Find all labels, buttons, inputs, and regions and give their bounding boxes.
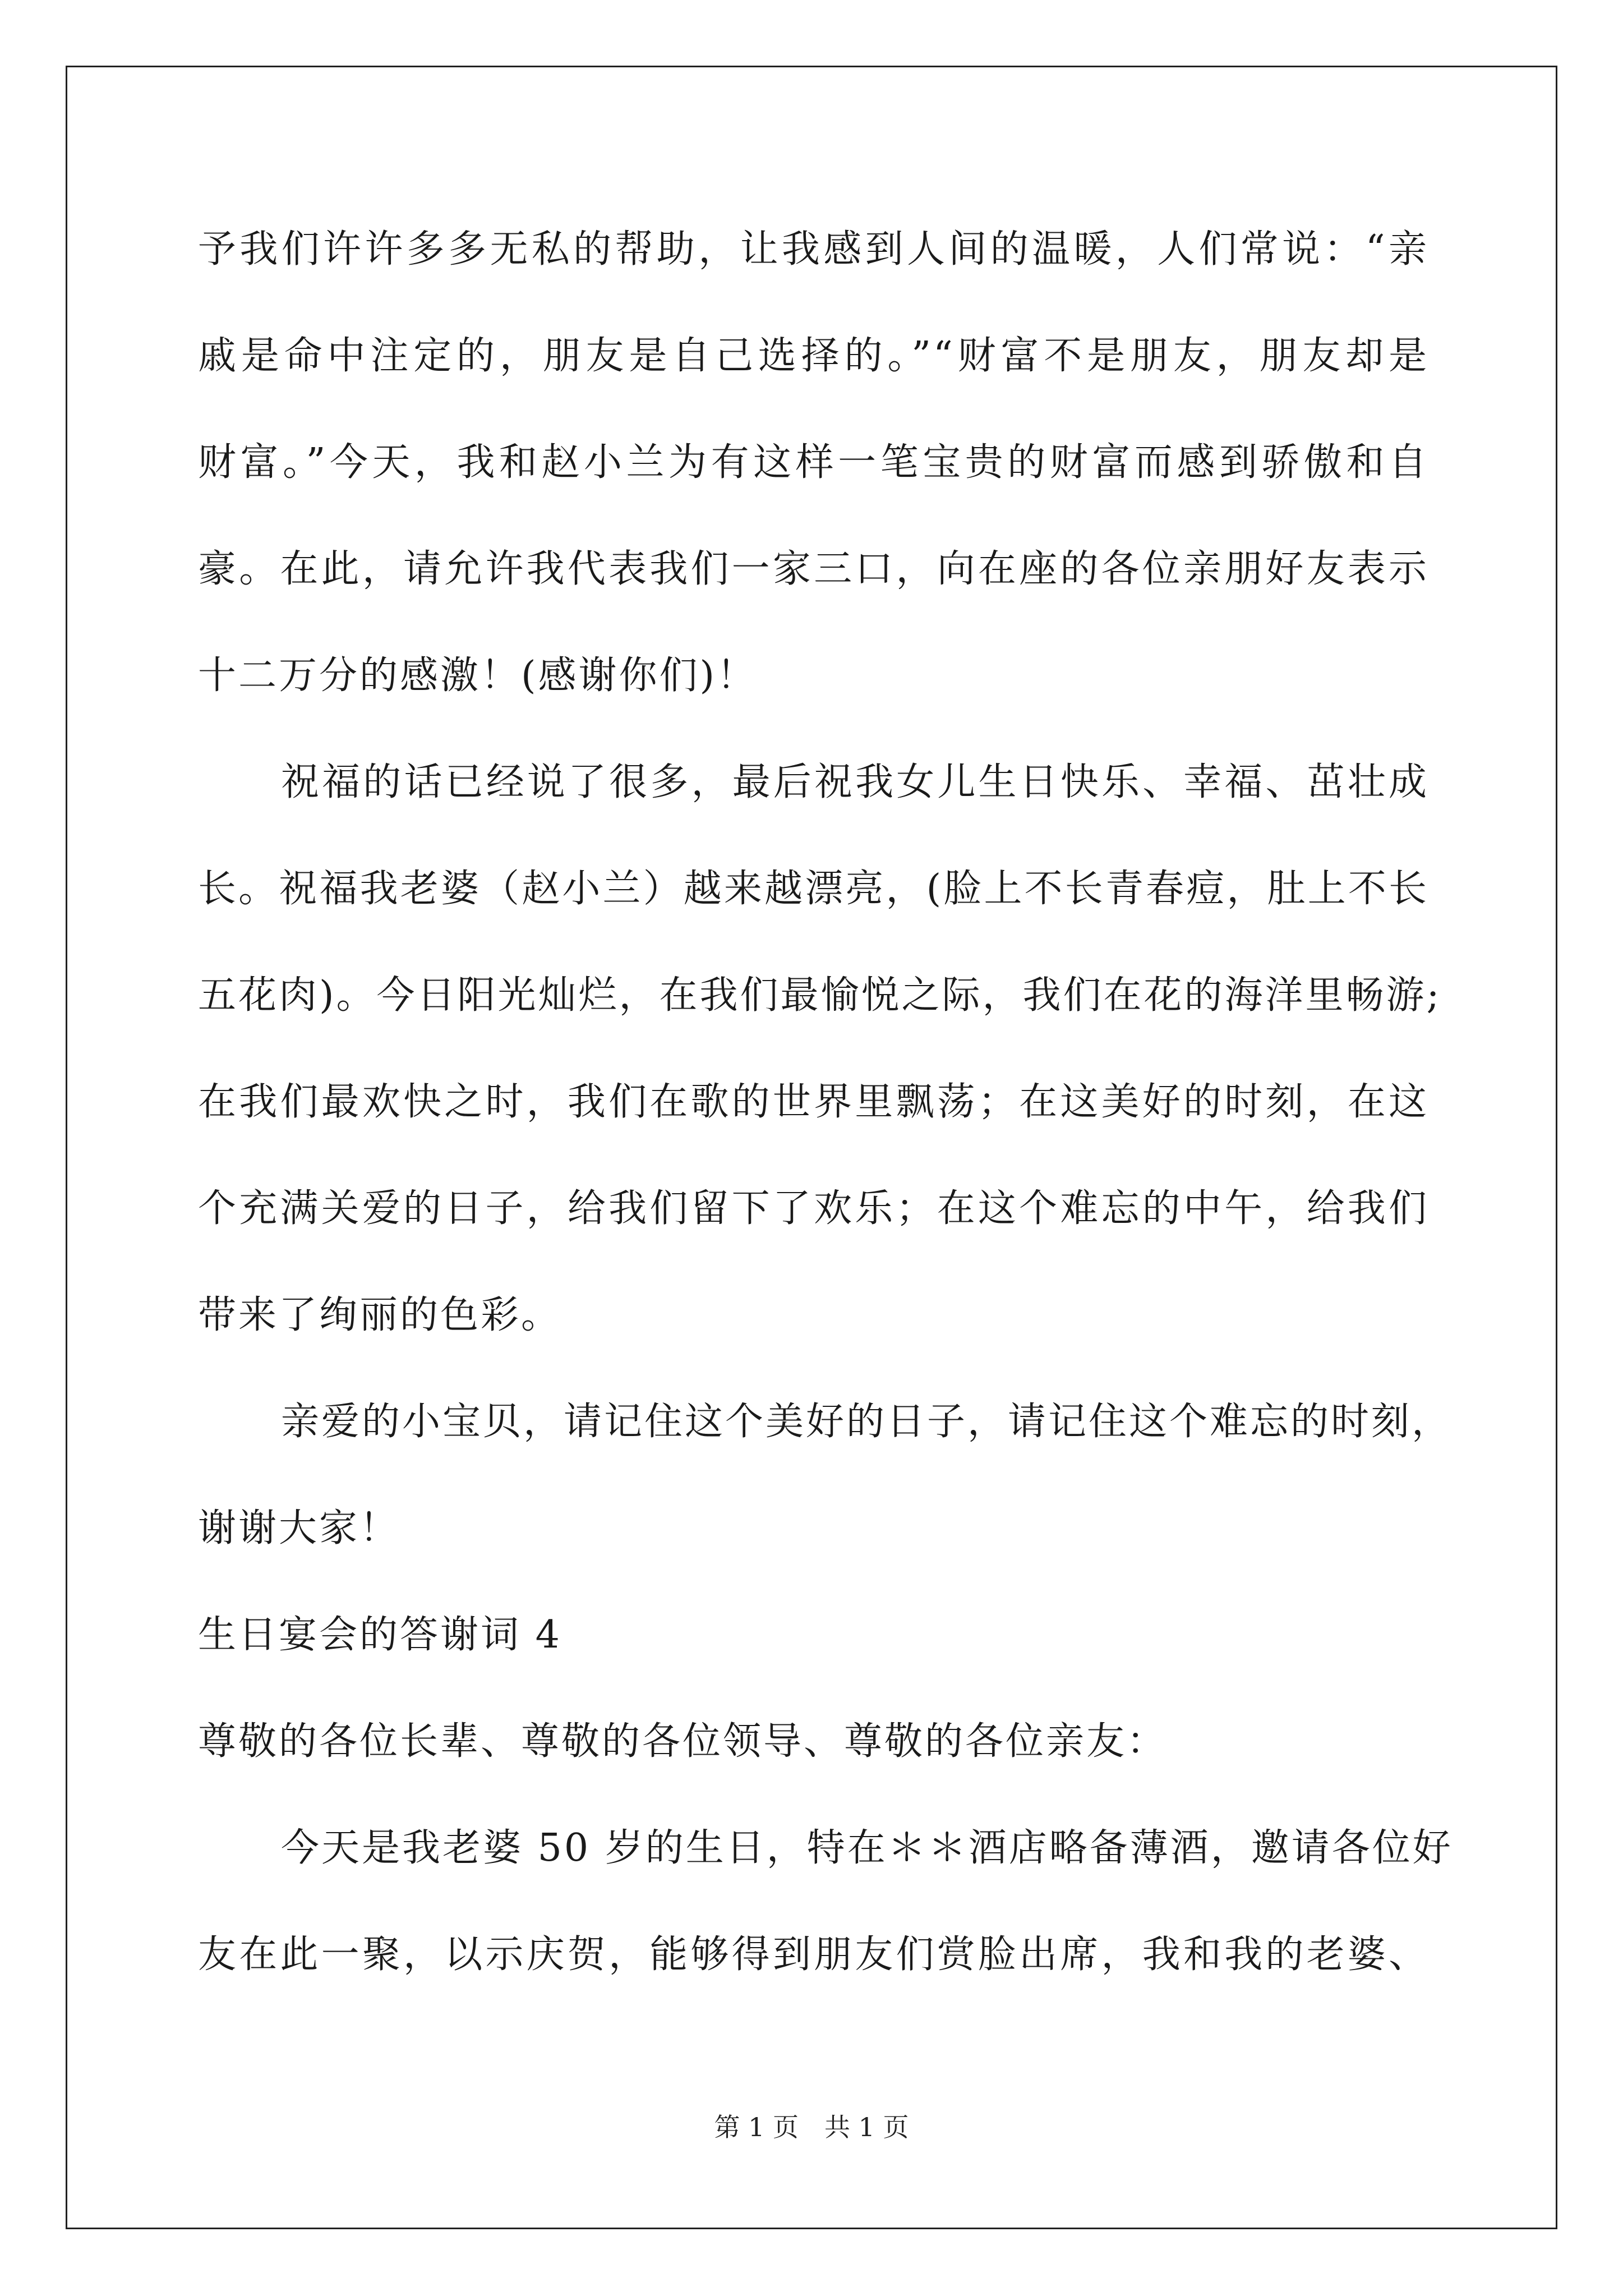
text-line: 谢谢大家！ (198, 1506, 400, 1550)
text-line: 豪。在此，请允许我代表我们一家三口，向在座的各位亲朋好友表示 (198, 547, 1429, 591)
text-line: 财富。”今天，我和赵小兰为有这样一笔宝贵的财富而感到骄傲和自 (198, 440, 1429, 485)
page-number-footer: 第 1 页 共 1 页 (714, 2112, 909, 2142)
section-heading: 生日宴会的答谢词 4 (198, 1613, 562, 1657)
text-line: 五花肉)。今日阳光灿烂，在我们最愉悦之际，我们在花的海洋里畅游; (198, 973, 1442, 1018)
text-line: 十二万分的感激！(感谢你们)！ (198, 654, 758, 698)
text-line: 个充满关爱的日子，给我们留下了欢乐；在这个难忘的中午，给我们 (198, 1186, 1429, 1231)
text-line: 长。祝福我老婆（赵小兰）越来越漂亮，(脸上不长青春痘，肚上不长 (198, 867, 1429, 911)
document-body (198, 216, 1453, 2028)
text-line: 在我们最欢快之时，我们在歌的世界里飘荡；在这美好的时刻，在这 (198, 1080, 1429, 1124)
text-line: 戚是命中注定的，朋友是自己选择的。”“财富不是朋友，朋友却是 (198, 334, 1429, 378)
paragraph-first-line: 祝福的话已经说了很多，最后祝我女儿生日快乐、幸福、茁壮成 (281, 760, 1429, 804)
text-line: 友在此一聚，以示庆贺，能够得到朋友们赏脸出席，我和我的老婆、 (198, 1932, 1429, 1977)
text-line: 带来了绚丽的色彩。 (198, 1293, 562, 1337)
paragraph-first-line: 今天是我老婆 50 岁的生日，特在＊＊酒店略备薄酒，邀请各位好 (281, 1826, 1453, 1870)
salutation-line: 尊敬的各位长辈、尊敬的各位领导、尊敬的各位亲友： (198, 1719, 1168, 1764)
text-line: 予我们许许多多无私的帮助，让我感到人间的温暖，人们常说：“亲 (198, 227, 1429, 272)
paragraph-first-line: 亲爱的小宝贝，请记住这个美好的日子，请记住这个难忘的时刻， (281, 1400, 1453, 1444)
